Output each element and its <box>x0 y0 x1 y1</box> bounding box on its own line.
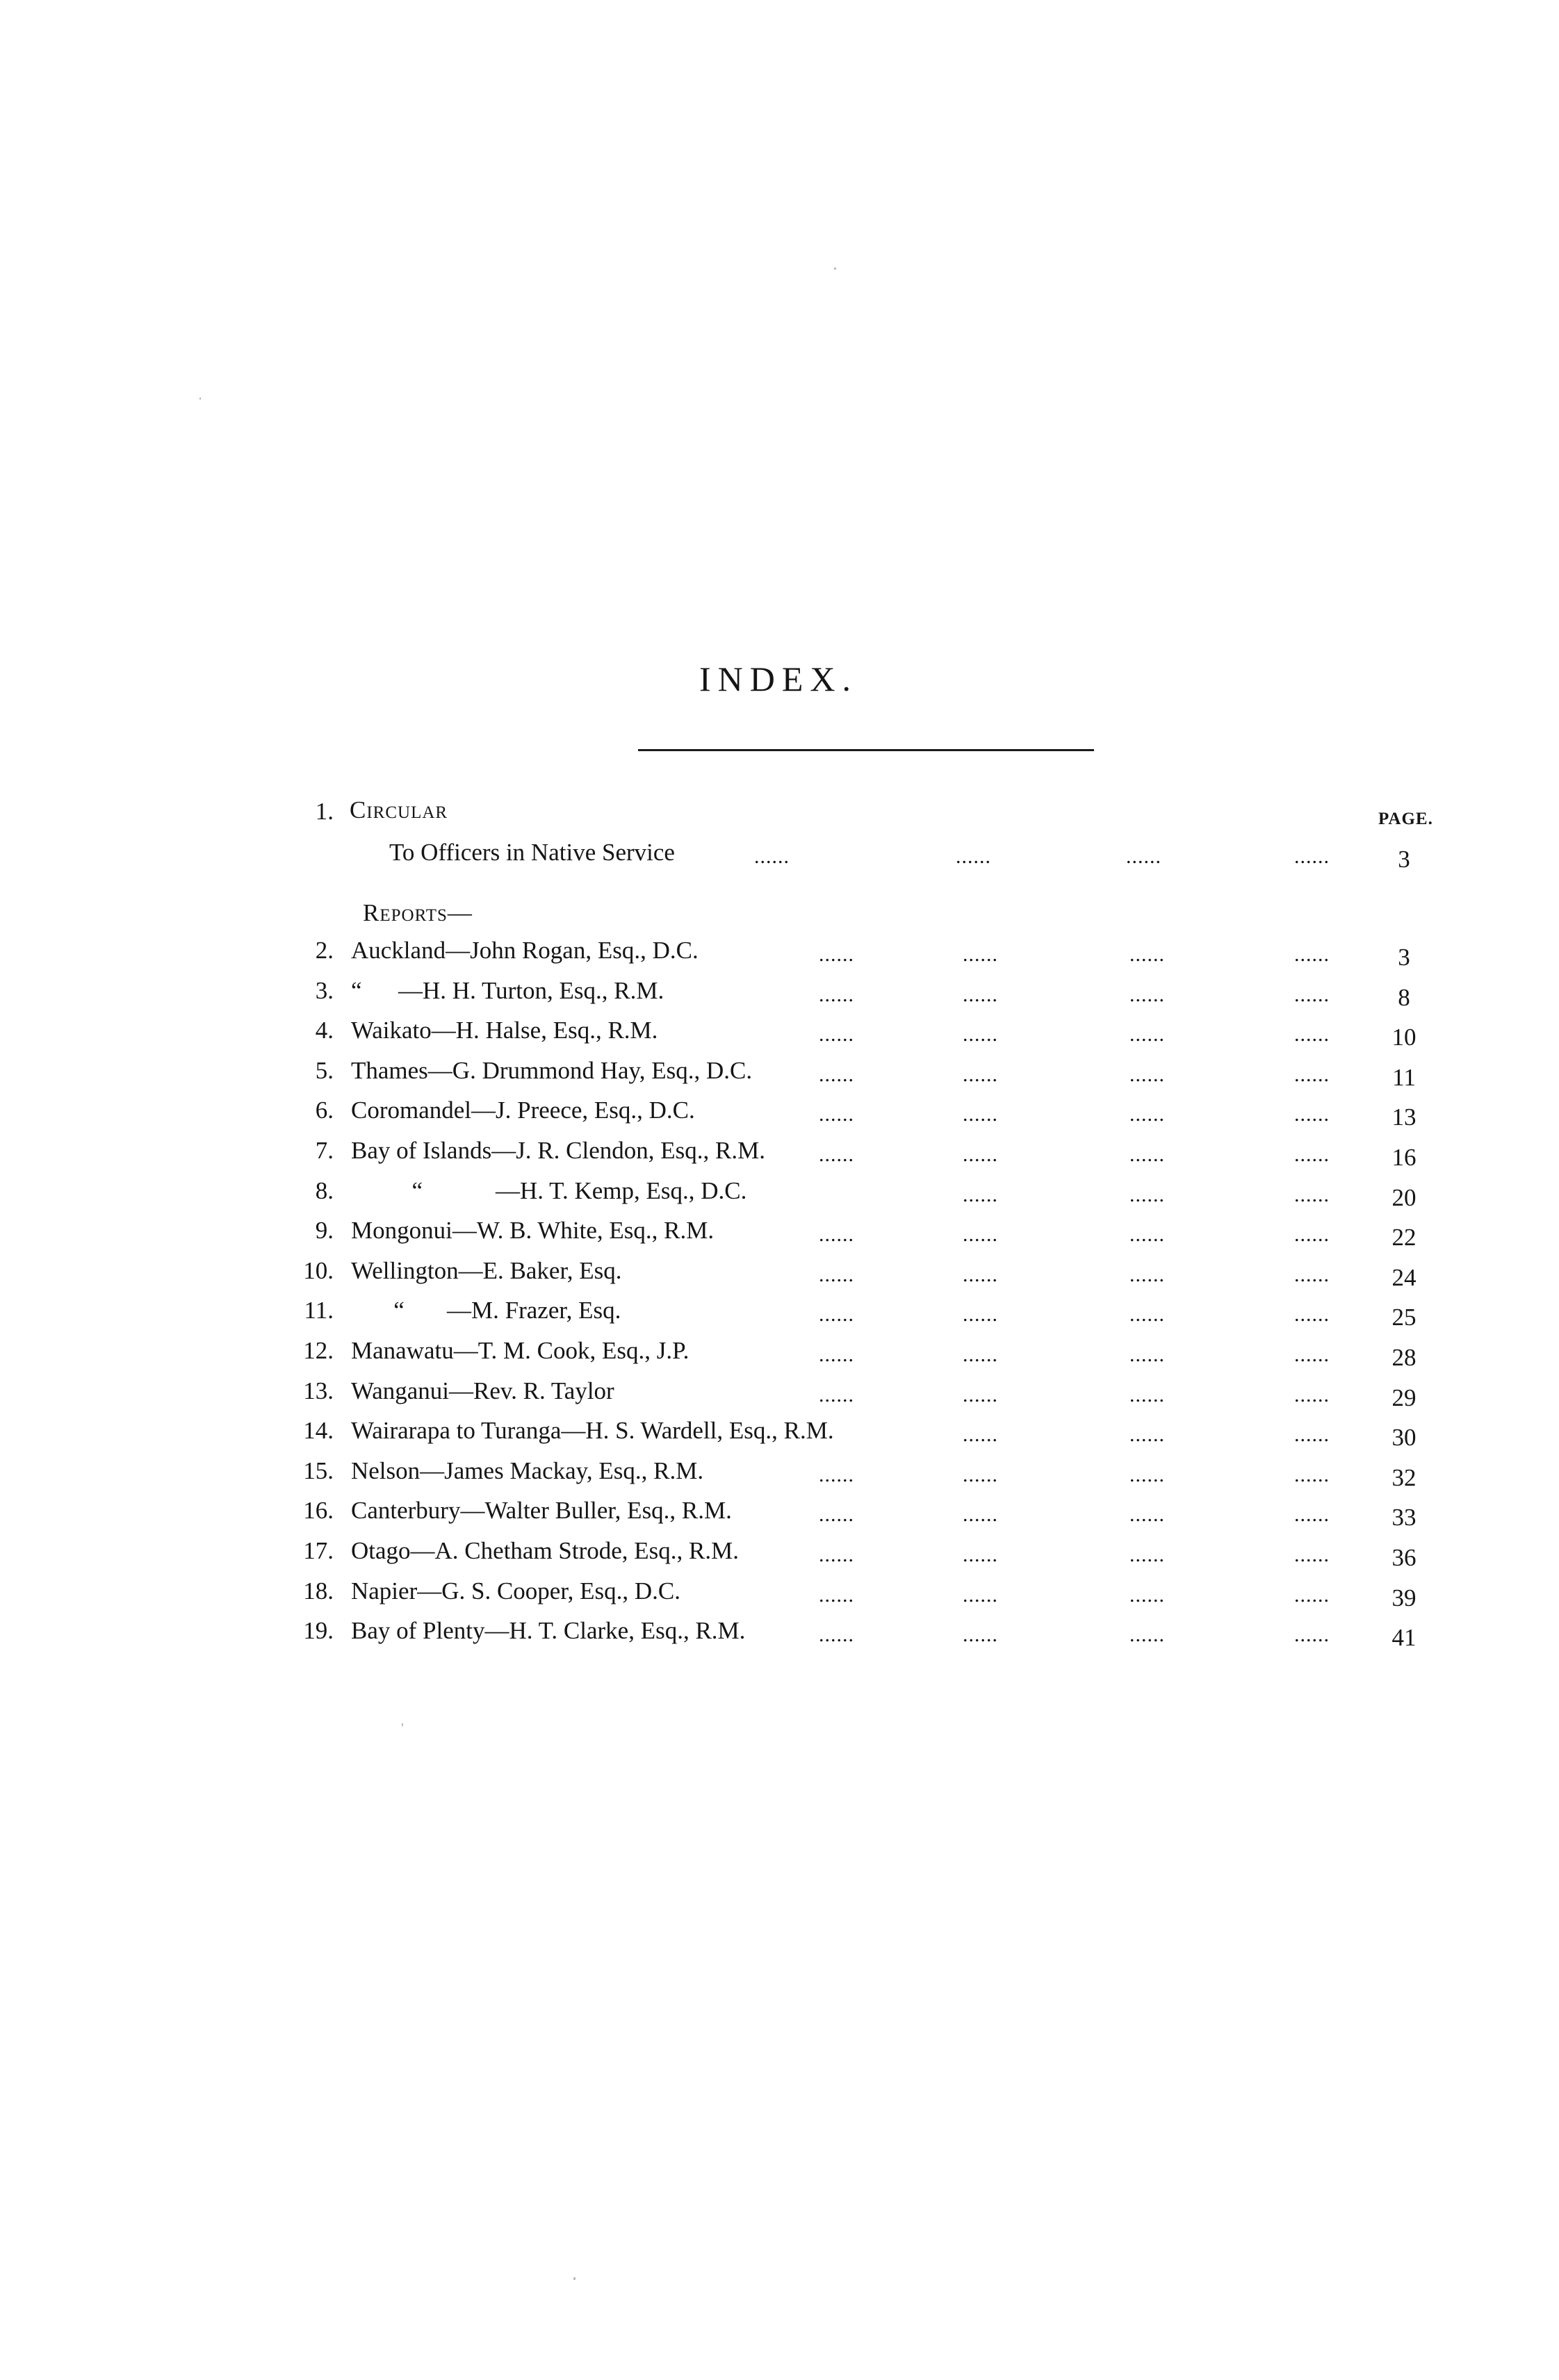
entry-number: 19. <box>303 1617 334 1644</box>
entry-number: 16. <box>303 1497 334 1524</box>
leader-dots: ...... <box>963 1623 998 1646</box>
entry-text: Coromandel—J. Preece, Esq., D.C. <box>351 1097 695 1124</box>
entry-page-number: 11 <box>1392 1064 1416 1091</box>
entry-page-number: 22 <box>1391 1224 1417 1251</box>
leader-dots: ...... <box>1129 1343 1165 1366</box>
leader-dots: ...... <box>1294 1463 1330 1486</box>
paper-speck <box>199 397 201 400</box>
entry-number: 3. <box>315 977 334 1004</box>
leader-dots: ...... <box>1294 1343 1330 1366</box>
index-title: INDEX. <box>699 659 858 698</box>
leader-dots: ...... <box>963 1584 998 1607</box>
leader-dots: ...... <box>1129 1143 1165 1166</box>
leader-dots: ...... <box>819 1584 854 1607</box>
entry-text: Manawatu—T. M. Cook, Esq., J.P. <box>351 1337 689 1364</box>
entry-page-number: 41 <box>1391 1624 1417 1651</box>
leader-dots: ...... <box>1294 1223 1330 1246</box>
entry-page-number: 8 <box>1398 984 1410 1011</box>
entry-number: 4. <box>315 1017 334 1044</box>
entry-text: Canterbury—Walter Buller, Esq., R.M. <box>351 1497 732 1524</box>
leader-dots: ...... <box>1129 1584 1165 1607</box>
leader-dots: ...... <box>1294 1183 1330 1206</box>
entry-text: Nelson—James Mackay, Esq., R.M. <box>351 1457 704 1484</box>
entry-text: Waikato—H. Halse, Esq., R.M. <box>351 1017 658 1044</box>
entry-page-number: 25 <box>1391 1304 1417 1331</box>
entry-number: 15. <box>303 1457 334 1484</box>
entry-text: Wanganui—Rev. R. Taylor <box>351 1377 614 1404</box>
leader-dots: ...... <box>1294 1584 1330 1607</box>
entry-number: 13. <box>303 1377 334 1404</box>
leader-dots: ...... <box>1294 1503 1330 1526</box>
leader-dots: ...... <box>819 1503 854 1526</box>
entry-text: Napier—G. S. Cooper, Esq., D.C. <box>351 1577 680 1605</box>
leader-dots: ...... <box>963 943 998 966</box>
entry-text: Bay of Islands—J. R. Clendon, Esq., R.M. <box>351 1137 765 1164</box>
entry-number: 7. <box>315 1137 334 1164</box>
leader-dots: ...... <box>963 1503 998 1526</box>
entry-number: 5. <box>315 1057 334 1084</box>
leader-dots: ...... <box>963 1303 998 1326</box>
leader-dots: ...... <box>819 1103 854 1126</box>
leader-dots: ...... <box>1129 1063 1165 1086</box>
leader-dots: ...... <box>963 1543 998 1566</box>
leader-dots: ...... <box>1129 1223 1165 1246</box>
leader-dots: ...... <box>1294 983 1330 1006</box>
leader-dots: ...... <box>819 1303 854 1326</box>
entry-page-number: 28 <box>1391 1344 1417 1371</box>
leader-dots: ...... <box>819 1384 854 1406</box>
leader-dots: ...... <box>819 1623 854 1646</box>
leader-dots: ...... <box>963 1023 998 1046</box>
leader-dots: ...... <box>963 1063 998 1086</box>
leader-dots: ...... <box>1129 1423 1165 1446</box>
leader-dots: ...... <box>1129 983 1165 1006</box>
leader-dots: ...... <box>1294 943 1330 966</box>
entry-page-number: 10 <box>1391 1024 1417 1051</box>
circular-number: 1. <box>315 798 334 825</box>
entry-number: 2. <box>315 937 334 964</box>
leader-dots: ...... <box>1129 1543 1165 1566</box>
leader-dots: ...... <box>1129 1463 1165 1486</box>
leader-dots: ...... <box>963 1463 998 1486</box>
leader-dots: ...... <box>754 845 790 868</box>
page-column-header: PAGE. <box>1378 810 1433 828</box>
entry-number: 12. <box>303 1337 334 1364</box>
entry-page-number: 33 <box>1391 1504 1417 1531</box>
entry-page-number: 36 <box>1391 1544 1417 1571</box>
leader-dots: ...... <box>819 1263 854 1286</box>
entry-text: “ —H. H. Turton, Esq., R.M. <box>351 977 664 1004</box>
entry-text: Auckland—John Rogan, Esq., D.C. <box>351 937 699 964</box>
entry-number: 10. <box>303 1257 334 1284</box>
leader-dots: ...... <box>963 1263 998 1286</box>
leader-dots: ...... <box>1294 845 1330 868</box>
leader-dots: ...... <box>963 1103 998 1126</box>
entry-text: “ —H. T. Kemp, Esq., D.C. <box>351 1177 747 1204</box>
leader-dots: ...... <box>963 1223 998 1246</box>
entry-number: 9. <box>315 1217 334 1244</box>
paper-speck <box>834 268 836 270</box>
circular-entry-text: To Officers in Native Service <box>389 839 675 866</box>
leader-dots: ...... <box>1129 943 1165 966</box>
entry-page-number: 3 <box>1398 944 1410 971</box>
paper-speck <box>402 1723 403 1726</box>
circular-heading: Circular <box>350 796 448 823</box>
entry-text: Thames—G. Drummond Hay, Esq., D.C. <box>351 1057 753 1084</box>
entry-page-number: 30 <box>1391 1424 1417 1451</box>
leader-dots: ...... <box>819 983 854 1006</box>
leader-dots: ...... <box>819 1143 854 1166</box>
leader-dots: ...... <box>963 1183 998 1206</box>
paper-speck <box>573 2277 576 2280</box>
leader-dots: ...... <box>1129 1384 1165 1406</box>
entry-number: 18. <box>303 1577 334 1605</box>
entry-text: “ —M. Frazer, Esq. <box>351 1297 621 1324</box>
title-rule <box>638 749 1094 751</box>
leader-dots: ...... <box>963 983 998 1006</box>
leader-dots: ...... <box>1294 1143 1330 1166</box>
entry-text: Otago—A. Chetham Strode, Esq., R.M. <box>351 1537 740 1564</box>
leader-dots: ...... <box>963 1143 998 1166</box>
entry-text: Wellington—E. Baker, Esq. <box>351 1257 622 1284</box>
entry-text: Wairarapa to Turanga—H. S. Wardell, Esq., R.M. <box>351 1417 834 1444</box>
entry-number: 8. <box>315 1177 334 1204</box>
leader-dots: ...... <box>819 1223 854 1246</box>
entry-page-number: 13 <box>1391 1103 1417 1131</box>
entry-page-number: 24 <box>1391 1264 1417 1291</box>
leader-dots: ...... <box>819 943 854 966</box>
leader-dots: ...... <box>1294 1063 1330 1086</box>
leader-dots: ...... <box>963 1384 998 1406</box>
leader-dots: ...... <box>1294 1303 1330 1326</box>
leader-dots: ...... <box>819 1023 854 1046</box>
leader-dots: ...... <box>1126 845 1161 868</box>
leader-dots: ...... <box>819 1463 854 1486</box>
leader-dots: ...... <box>1129 1303 1165 1326</box>
entry-number: 6. <box>315 1097 334 1124</box>
entry-text: Mongonui—W. B. White, Esq., R.M. <box>351 1217 715 1244</box>
circular-page-number: 3 <box>1398 846 1410 873</box>
entry-text: Bay of Plenty—H. T. Clarke, Esq., R.M. <box>351 1617 746 1644</box>
leader-dots: ...... <box>819 1543 854 1566</box>
entry-page-number: 39 <box>1391 1584 1417 1611</box>
leader-dots: ...... <box>1294 1023 1330 1046</box>
leader-dots: ...... <box>1129 1263 1165 1286</box>
leader-dots: ...... <box>1294 1423 1330 1446</box>
leader-dots: ...... <box>1294 1384 1330 1406</box>
entry-number: 11. <box>304 1297 334 1324</box>
entry-page-number: 32 <box>1391 1464 1417 1491</box>
entry-page-number: 20 <box>1391 1184 1417 1211</box>
leader-dots: ...... <box>1129 1623 1165 1646</box>
leader-dots: ...... <box>956 845 991 868</box>
leader-dots: ...... <box>1294 1263 1330 1286</box>
leader-dots: ...... <box>1294 1103 1330 1126</box>
entry-number: 14. <box>303 1417 334 1444</box>
entry-number: 17. <box>303 1537 334 1564</box>
leader-dots: ...... <box>819 1343 854 1366</box>
entry-page-number: 16 <box>1391 1144 1417 1171</box>
reports-heading: Reports— <box>363 899 473 926</box>
leader-dots: ...... <box>1129 1183 1165 1206</box>
leader-dots: ...... <box>819 1063 854 1086</box>
leader-dots: ...... <box>963 1423 998 1446</box>
leader-dots: ...... <box>963 1343 998 1366</box>
leader-dots: ...... <box>1129 1503 1165 1526</box>
leader-dots: ...... <box>1129 1023 1165 1046</box>
entry-page-number: 29 <box>1391 1384 1417 1411</box>
leader-dots: ...... <box>1129 1103 1165 1126</box>
leader-dots: ...... <box>1294 1623 1330 1646</box>
leader-dots: ...... <box>1294 1543 1330 1566</box>
